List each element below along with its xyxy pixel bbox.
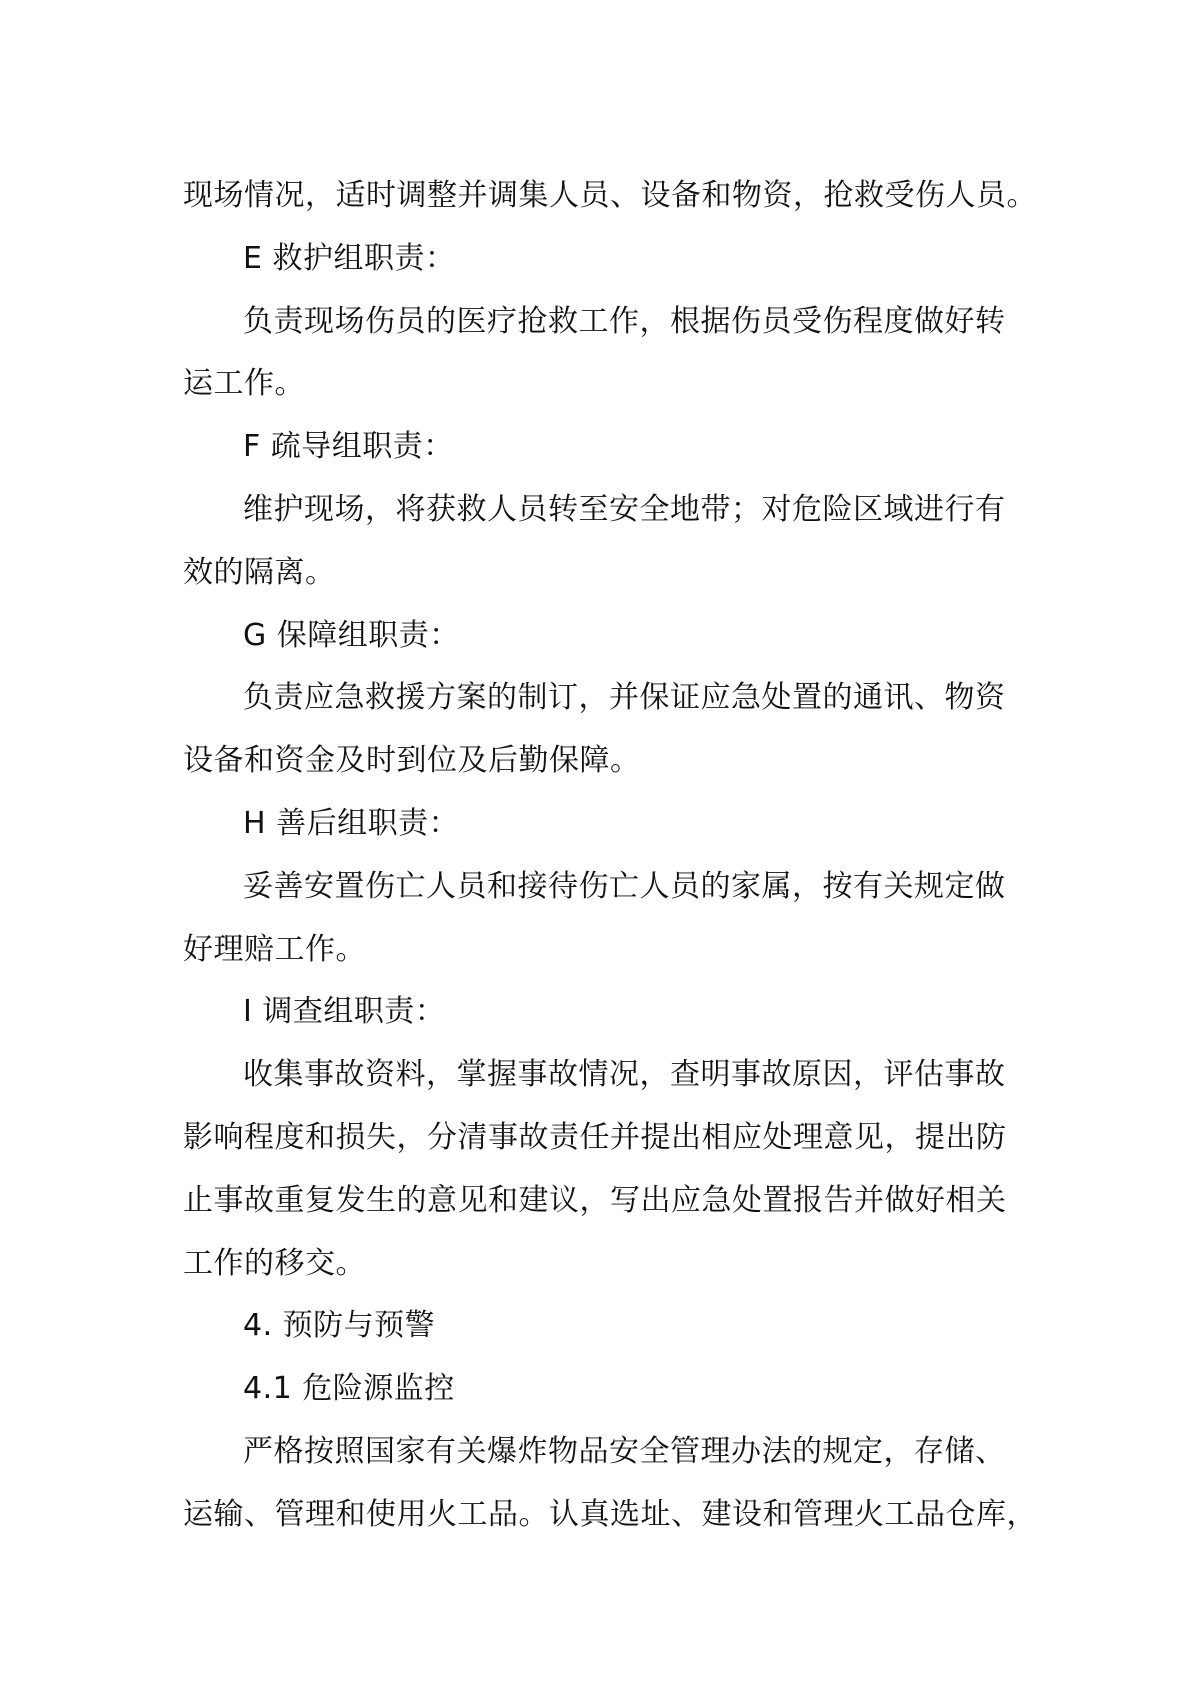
text-line-3: 负责现场伤员的医疗抢救工作，根据伤员受伤程度做好转 — [243, 303, 1006, 339]
text-line-21: 严格按照国家有关爆炸物品安全管理办法的规定，存储、 — [243, 1433, 1006, 1469]
section-heading-4: 4. 预防与预警 — [243, 1308, 436, 1344]
text-line-17: 止事故重复发生的意见和建议，写出应急处置报告并做好相关 — [183, 1182, 1007, 1218]
body-text — [183, 165, 1037, 1547]
section-heading-h-aftermath: H 善后组职责： — [243, 805, 460, 841]
text-line-12: 妥善安置伤亡人员和接待伤亡人员的家属，按有关规定做 — [243, 868, 1006, 904]
section-heading-i-investigation: I 调查组职责： — [243, 994, 446, 1030]
section-heading-g-support: G 保障组职责： — [243, 617, 460, 653]
section-heading-f-evacuation: F 疏导组职责： — [243, 429, 454, 465]
text-line-7: 效的隔离。 — [183, 554, 336, 590]
text-line-18: 工作的移交。 — [183, 1245, 366, 1281]
text-line-6: 维护现场，将获救人员转至安全地带；对危险区域进行有 — [243, 491, 1006, 527]
section-heading-e-rescue: E 救护组职责： — [243, 240, 456, 276]
section-heading-4-1: 4.1 危险源监控 — [243, 1371, 455, 1407]
text-line-9: 负责应急救援方案的制订，并保证应急处置的通讯、物资 — [243, 680, 1006, 716]
text-line-15: 收集事故资料，掌握事故情况，查明事故原因，评估事故 — [243, 1057, 1006, 1093]
text-line-16: 影响程度和损失，分清事故责任并提出相应处理意见，提出防 — [183, 1119, 1007, 1155]
text-line-13: 好理赔工作。 — [183, 931, 366, 967]
text-line-4: 运工作。 — [183, 366, 305, 402]
text-line-1: 现场情况，适时调整并调集人员、设备和物资，抢救受伤人员。 — [183, 178, 1037, 213]
text-line-22: 运输、管理和使用火工品。认真选址、建设和管理火工品仓库， — [183, 1496, 1037, 1532]
text-line-10: 设备和资金及时到位及后勤保障。 — [183, 743, 641, 779]
